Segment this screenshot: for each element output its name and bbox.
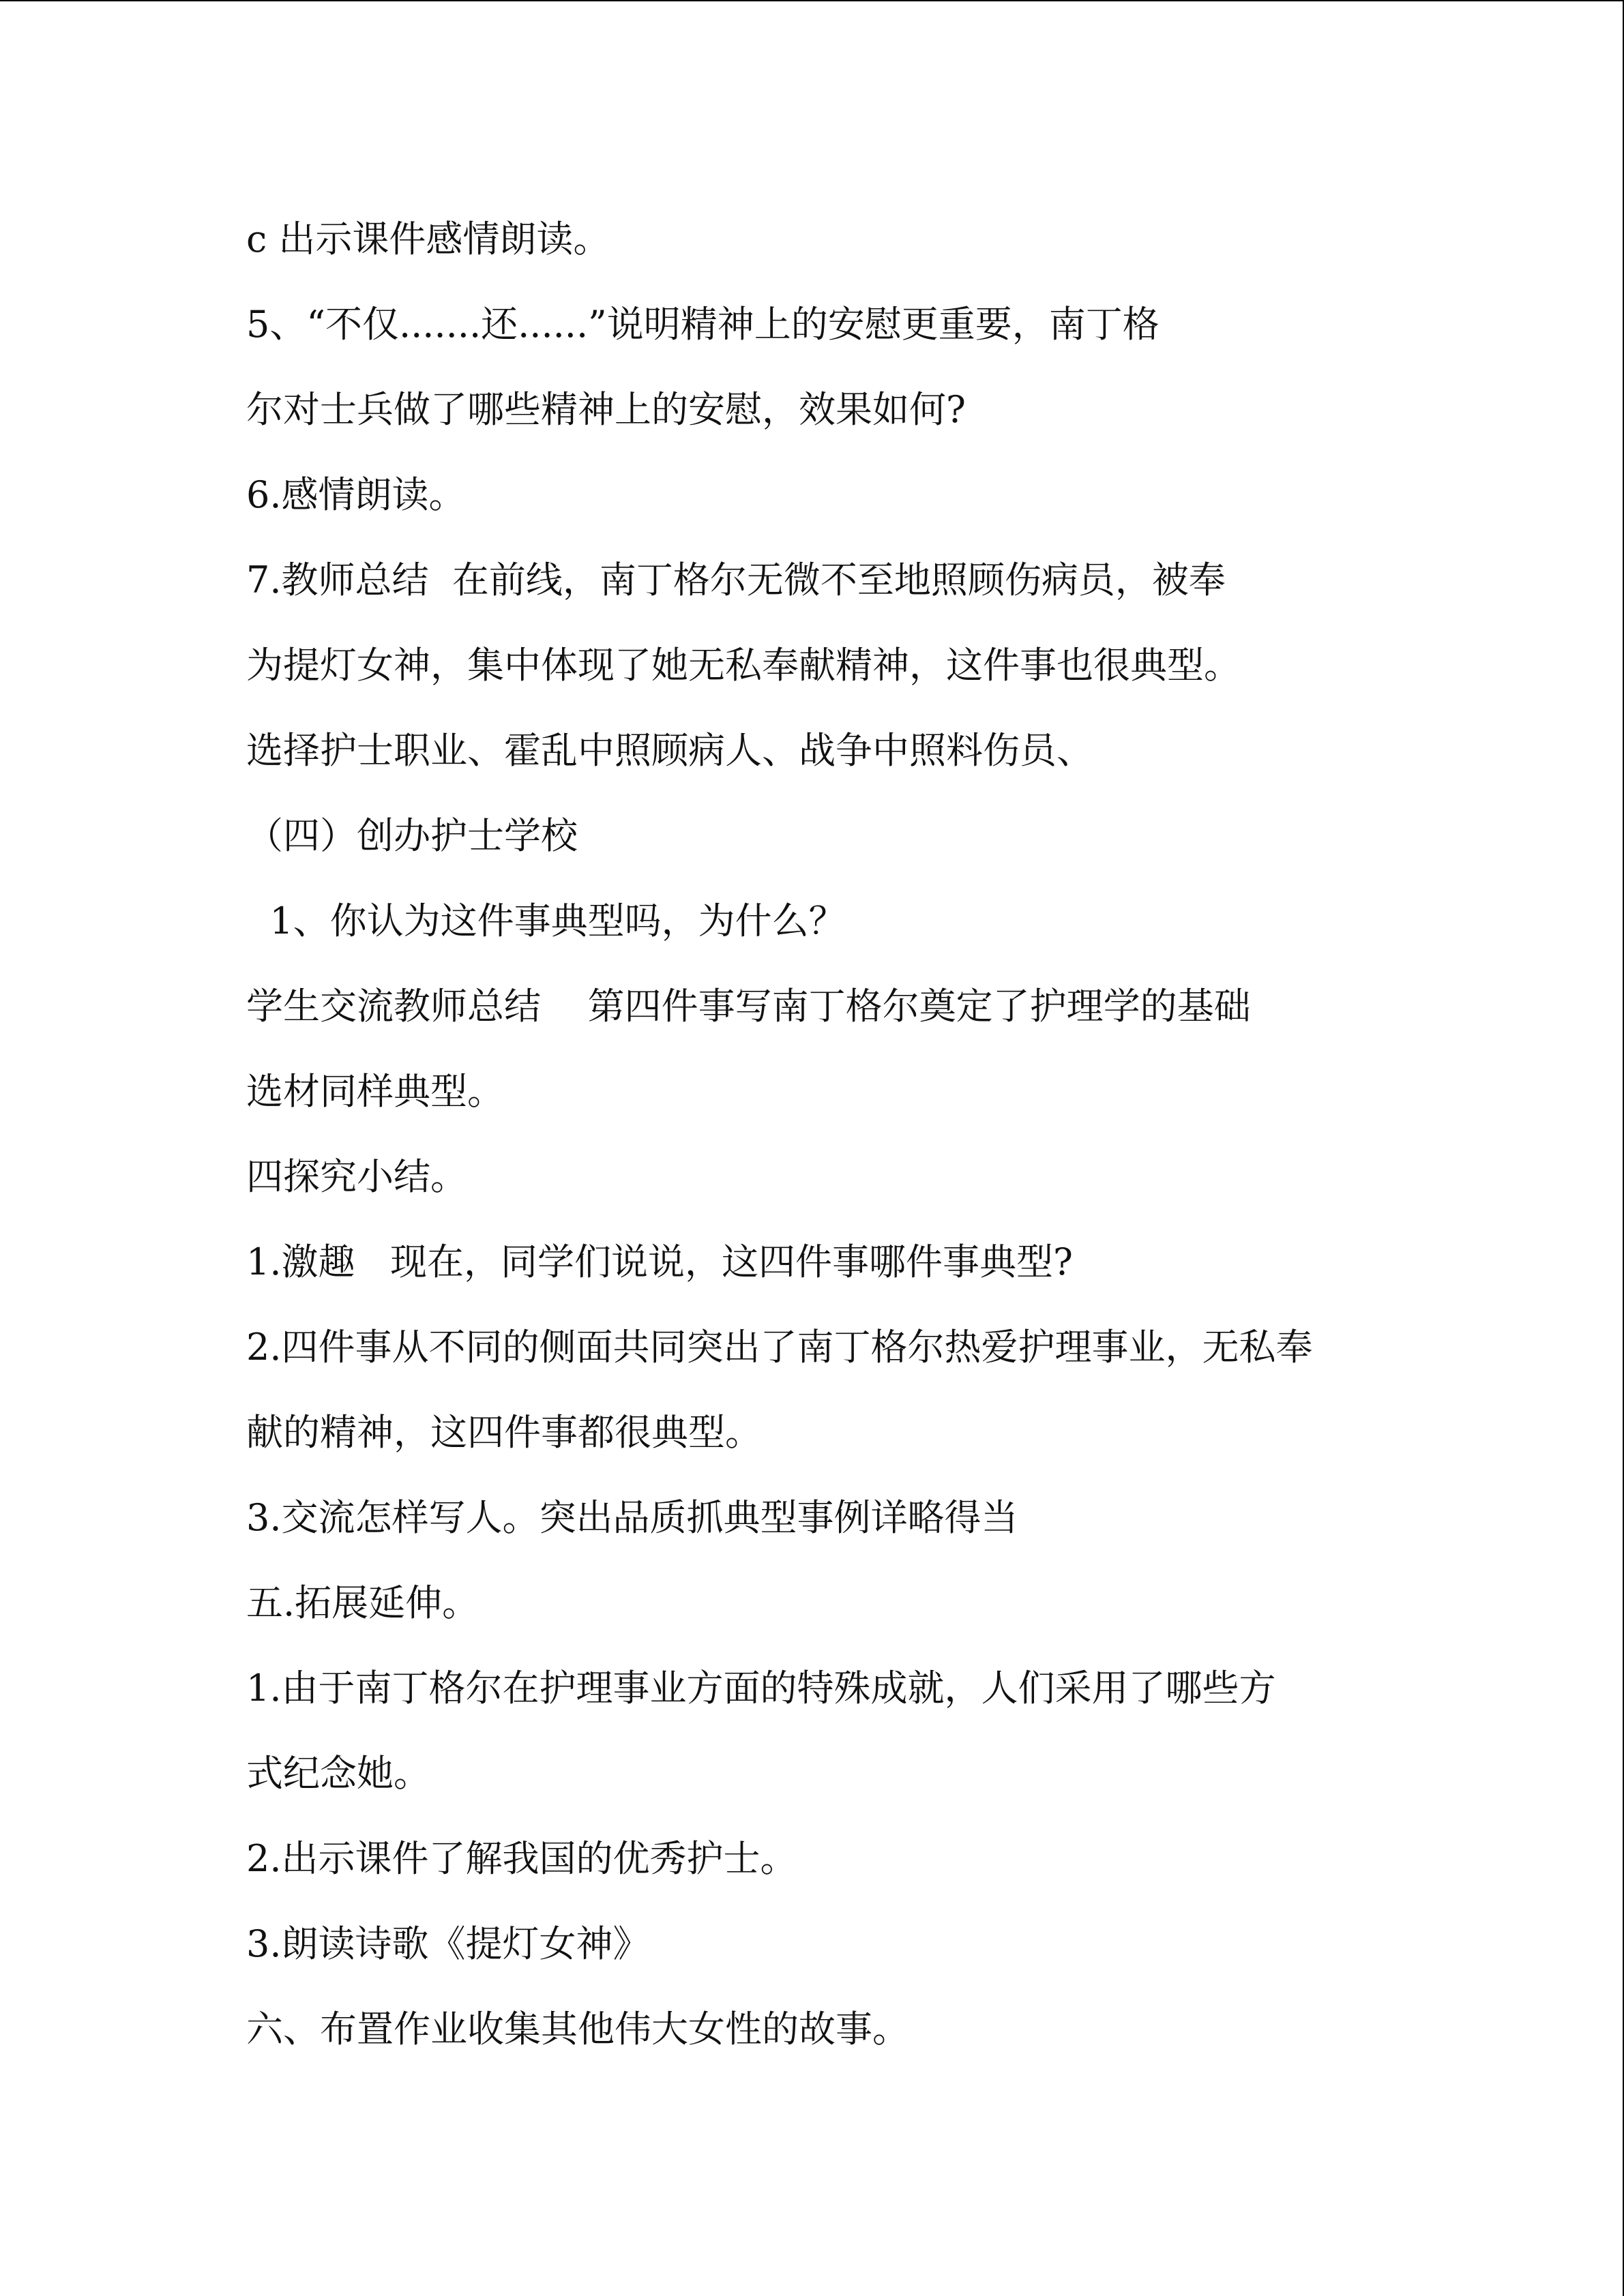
section-heading: （四）创办护士学校 xyxy=(246,814,578,857)
text-line: 2.四件事从不同的侧面共同突出了南丁格尔热爱护理事业，无私奉 xyxy=(246,1326,1313,1369)
text-line: 献的精神，这四件事都很典型。 xyxy=(246,1411,762,1454)
section-heading: 五.拓展延伸。 xyxy=(246,1581,479,1624)
text-line: 1.由于南丁格尔在护理事业方面的特殊成就，人们采用了哪些方 xyxy=(246,1667,1276,1710)
section-heading: 六、布置作业收集其他伟大女性的故事。 xyxy=(246,2008,909,2051)
text-line: 5、“不仅.......还......”说明精神上的安慰更重要，南丁格 xyxy=(246,303,1160,346)
text-line: 3.交流怎样写人。突出品质抓典型事例详略得当 xyxy=(246,1496,1018,1539)
text-line: 式纪念她。 xyxy=(246,1752,430,1795)
document-body xyxy=(246,210,1406,2085)
text-line: 选材同样典型。 xyxy=(246,1070,504,1113)
text-line: 尔对士兵做了哪些精神上的安慰，效果如何? xyxy=(246,388,966,431)
text-line: 学生交流教师总结 第四件事写南丁格尔奠定了护理学的基础 xyxy=(246,985,1251,1028)
text-line: c 出示课件感情朗读。 xyxy=(246,218,610,260)
text-line: 选择护士职业、霍乱中照顾病人、战争中照料伤员、 xyxy=(246,729,1093,772)
text-line: 6.感情朗读。 xyxy=(246,473,466,516)
text-line: 1、你认为这件事典型吗，为什么？ xyxy=(246,899,846,942)
section-heading: 四探究小结。 xyxy=(246,1155,467,1198)
text-line: 3.朗读诗歌《提灯女神》 xyxy=(246,1922,650,1965)
text-line: 为提灯女神，集中体现了她无私奉献精神，这件事也很典型。 xyxy=(246,644,1241,687)
text-line: 7.教师总结 在前线，南丁格尔无微不至地照顾伤病员，被奉 xyxy=(246,558,1226,601)
text-line: 2.出示课件了解我国的优秀护士。 xyxy=(246,1837,797,1880)
text-line: 1.激趣 现在，同学们说说，这四件事哪件事典型? xyxy=(246,1240,1073,1283)
